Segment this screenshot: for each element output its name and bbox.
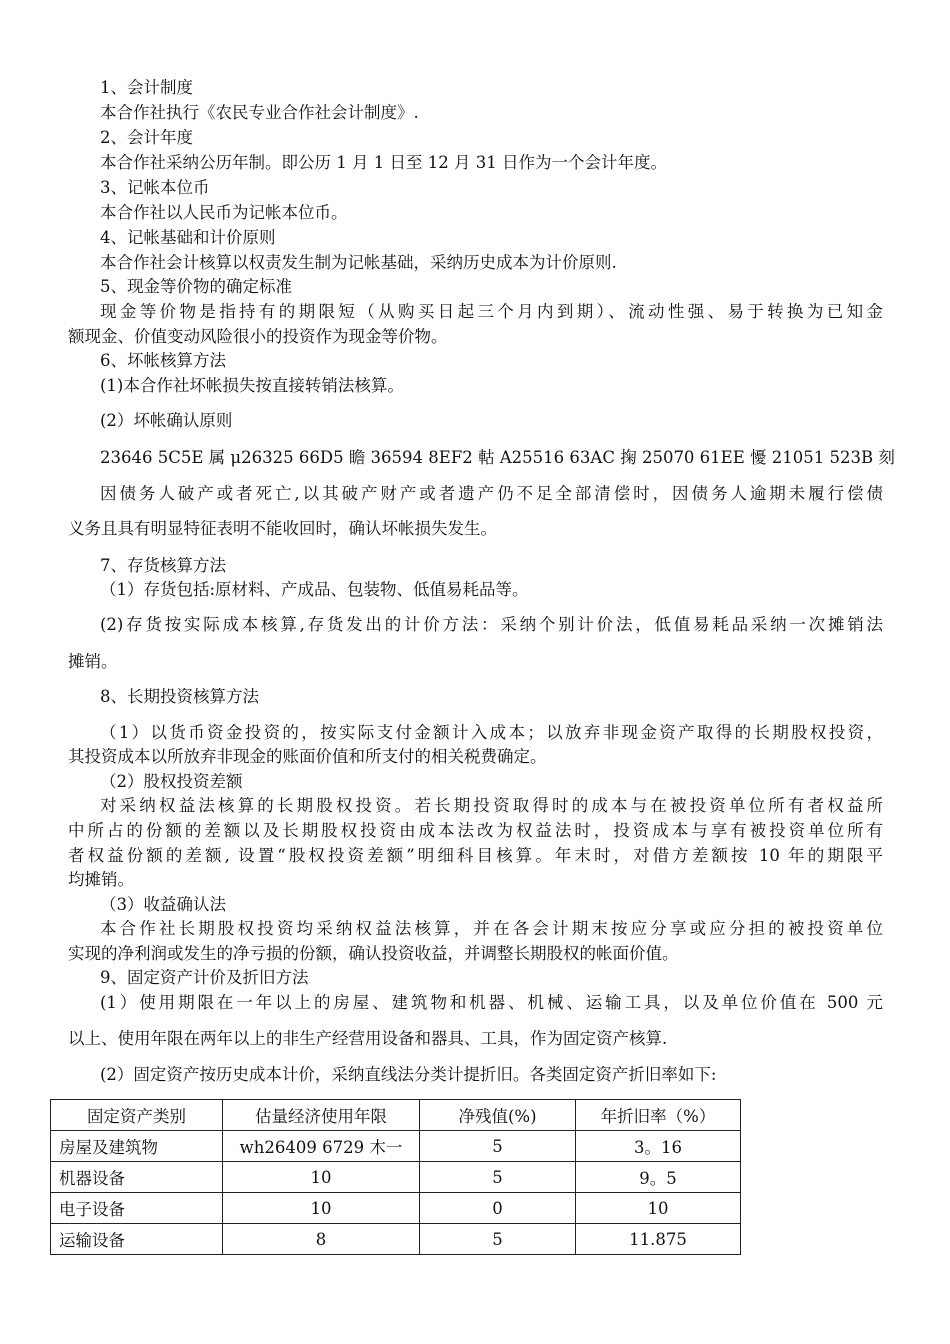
- paragraph-line: 中所占的份额的差额以及长期股权投资由成本法改为权益法时，投资成本与享有被投资单位所有: [68, 821, 883, 840]
- table-cell: 电子设备: [51, 1193, 223, 1224]
- section-heading: 2、会计年度: [100, 128, 193, 147]
- sub-heading: (2）坏帐确认原则: [100, 411, 233, 430]
- table-cell: 11.875: [576, 1224, 741, 1255]
- table-cell: 机器设备: [51, 1162, 223, 1193]
- sub-heading: （2）股权投资差额: [100, 772, 243, 791]
- table-cell: 运输设备: [51, 1224, 223, 1255]
- paragraph-line: 本合作社长期股权投资均采纳权益法核算，并在各会计期末按应分享或应分担的被投资单位: [100, 919, 883, 938]
- column-header: 估量经济使用年限: [223, 1100, 420, 1131]
- table-header-row: [51, 1100, 741, 1131]
- table-row: [51, 1131, 741, 1162]
- section-heading: 8、长期投资核算方法: [100, 687, 259, 706]
- paragraph: (1)本合作社坏帐损失按直接转销法核算。: [100, 376, 404, 395]
- paragraph-line: 摊销。: [68, 652, 118, 671]
- paragraph-line: 实现的净利润或发生的净亏损的份额，确认投资收益，并调整长期股权的帐面价值。: [68, 944, 679, 963]
- table-cell: wh26409 6729 木一: [223, 1131, 420, 1162]
- paragraph: 本合作社以人民币为记帐本位币。: [100, 203, 348, 222]
- section-heading: 5、现金等价物的确定标准: [100, 277, 292, 296]
- table-cell: 10: [576, 1193, 741, 1224]
- paragraph: （1）存货包括:原材料、产成品、包装物、低值易耗品等。: [100, 580, 529, 599]
- paragraph: (2）固定资产按历史成本计价，采纳直线法分类计提折旧。各类固定资产折旧率如下:: [100, 1065, 717, 1084]
- table-row: [51, 1224, 741, 1255]
- column-header: 固定资产类别: [51, 1100, 223, 1131]
- table-cell: 房屋及建筑物: [51, 1131, 223, 1162]
- paragraph-line: (1）使用期限在一年以上的房屋、建筑物和机器、机械、运输工具，以及单位价值在 500 元: [100, 993, 883, 1012]
- table-cell: 10: [223, 1193, 420, 1224]
- column-header: 净残值(%): [420, 1100, 576, 1131]
- paragraph-line: 以上、使用年限在两年以上的非生产经营用设备和器具、工具，作为固定资产核算.: [68, 1029, 668, 1048]
- table-cell: 5: [420, 1131, 576, 1162]
- depreciation-table: [50, 1099, 741, 1255]
- paragraph-line: 对采纳权益法核算的长期股权投资。若长期投资取得时的成本与在被投资单位所有者权益所: [100, 796, 883, 815]
- section-heading: 7、存货核算方法: [100, 556, 226, 575]
- section-heading: 6、坏帐核算方法: [100, 351, 226, 370]
- paragraph-line: 均摊销。: [68, 870, 134, 889]
- table-cell: 0: [420, 1193, 576, 1224]
- section-heading: 3、记帐本位币: [100, 178, 210, 197]
- sub-heading: （3）收益确认法: [100, 895, 226, 914]
- table-cell: 9。5: [576, 1162, 741, 1193]
- paragraph-line: 义务且具有明显特征表明不能收回时，确认坏帐损失发生。: [68, 519, 497, 538]
- paragraph: 本合作社采纳公历年制。即公历 1 月 1 日至 12 月 31 日作为一个会计年度。: [100, 153, 667, 172]
- paragraph-line: 因债务人破产或者死亡,以其破产财产或者遗产仍不足全部清偿时，因债务人逾期未履行偿债: [100, 484, 883, 503]
- section-heading: 9、固定资产计价及折旧方法: [100, 968, 309, 987]
- table-cell: 5: [420, 1162, 576, 1193]
- table-row: [51, 1193, 741, 1224]
- paragraph-line: (2)存货按实际成本核算,存货发出的计价方法：采纳个别计价法，低值易耗品采纳一次摊销法: [100, 615, 883, 634]
- table-row: [51, 1162, 741, 1193]
- paragraph-line: 现金等价物是指持有的期限短（从购买日起三个月内到期）、流动性强、易于转换为已知金: [100, 302, 883, 321]
- table-cell: 5: [420, 1224, 576, 1255]
- paragraph: 本合作社执行《农民专业合作社会计制度》.: [100, 103, 419, 122]
- table-cell: 3。16: [576, 1131, 741, 1162]
- section-heading: 1、会计制度: [100, 78, 193, 97]
- section-heading: 4、记帐基础和计价原则: [100, 228, 276, 247]
- table-cell: 10: [223, 1162, 420, 1193]
- paragraph-line: （1）以货币资金投资的，按实际支付金额计入成本；以放弃非现金资产取得的长期股权投资，: [100, 723, 883, 742]
- paragraph-line: 额现金、价值变动风险很小的投资作为现金等价物。: [68, 327, 448, 346]
- paragraph-line: 者权益份额的差额, 设置“股权投资差额”明细科目核算。年末时，对借方差额按 10 年的期限平: [68, 846, 883, 865]
- paragraph: 本合作社会计核算以权责发生制为记帐基础，采纳历史成本为计价原则.: [100, 253, 617, 272]
- garbled-code-line: 23646 5C5E 属 μ26325 66D5 瞻 36594 8EF2 軲 A25516 63AC 掬 25070 61EE 懮 21051 523B 刻: [100, 448, 895, 467]
- column-header: 年折旧率（%）: [576, 1100, 741, 1131]
- paragraph-line: 其投资成本以所放弃非现金的账面价值和所支付的相关税费确定。: [68, 747, 547, 766]
- table-cell: 8: [223, 1224, 420, 1255]
